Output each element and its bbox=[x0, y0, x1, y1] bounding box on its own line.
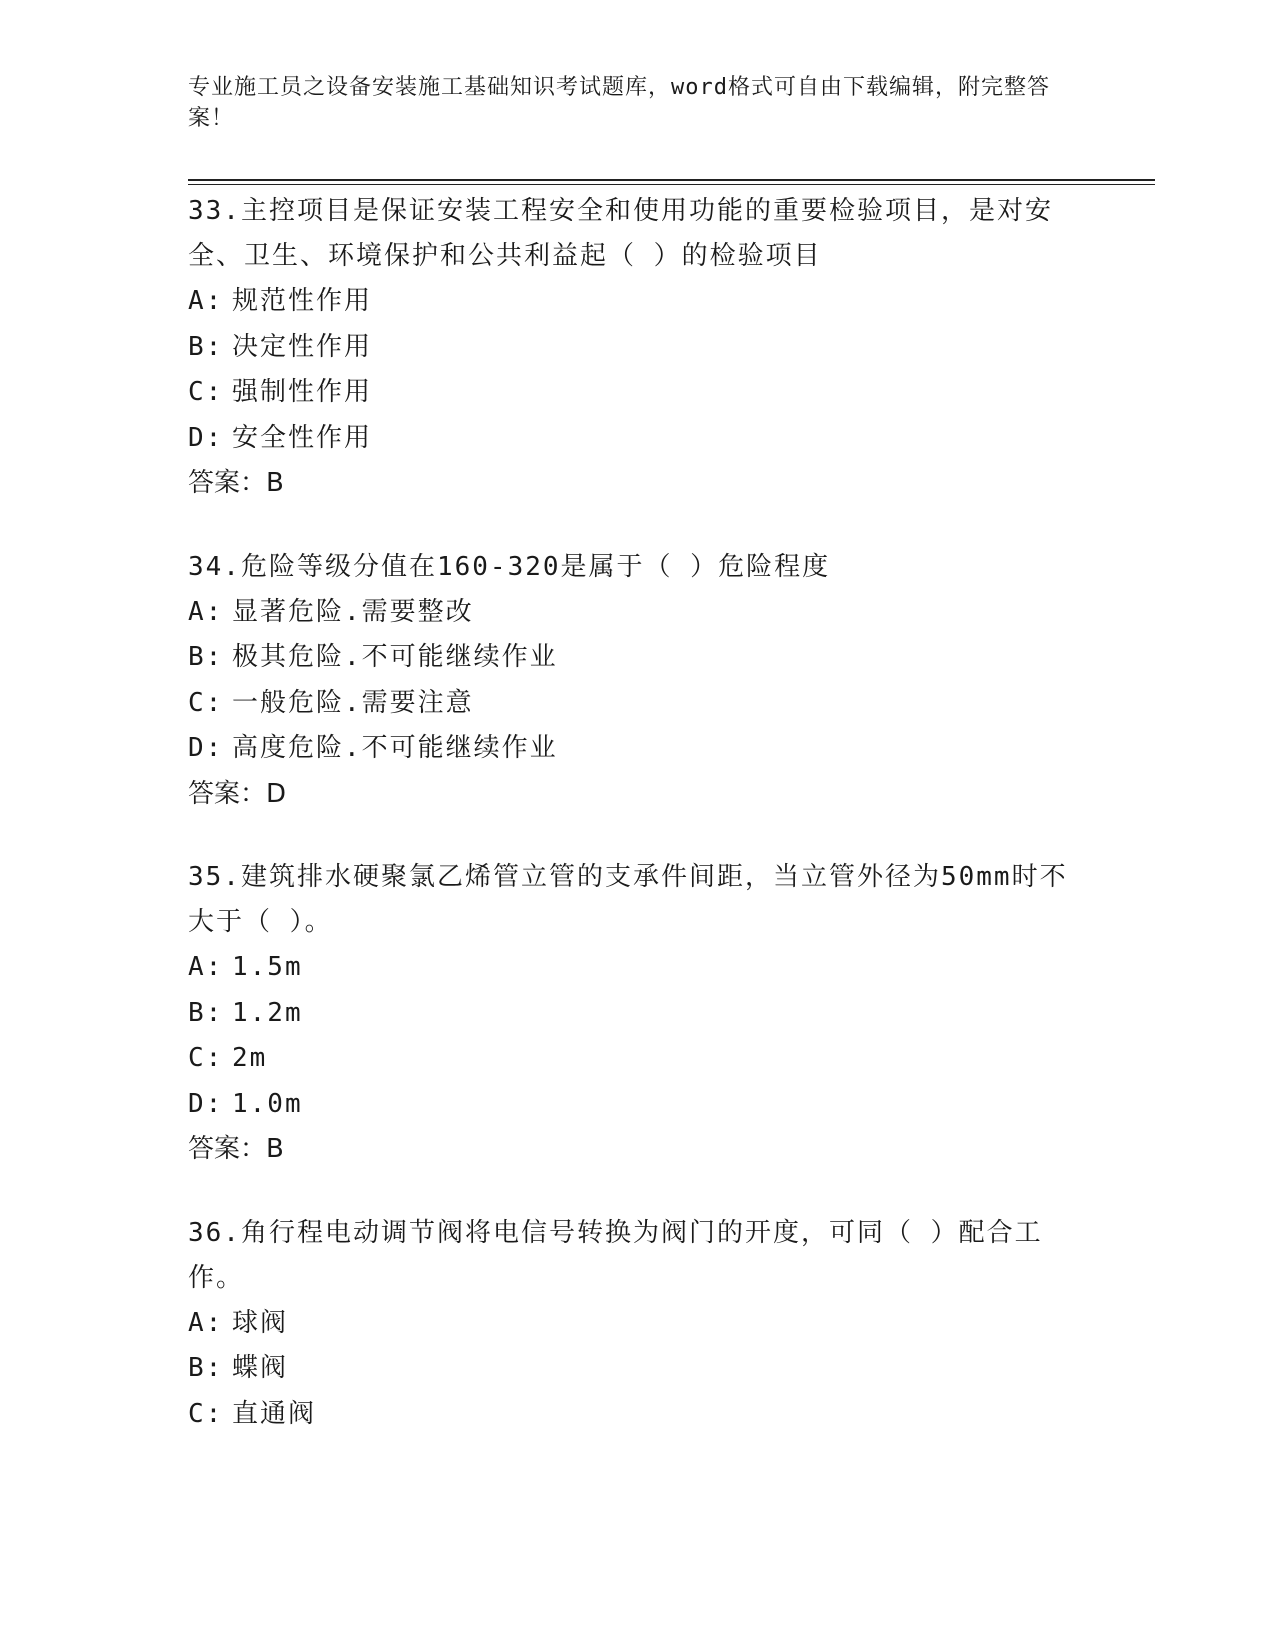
option-c bbox=[188, 1392, 1088, 1438]
option-a bbox=[188, 945, 1088, 991]
option-label: A: bbox=[188, 596, 224, 627]
option-text: 安全性作用 bbox=[232, 422, 373, 453]
question-36 bbox=[188, 1211, 1088, 1438]
question-text: 34.危险等级分值在160-320是属于（ ）危险程度 bbox=[188, 551, 831, 582]
option-b bbox=[188, 991, 1088, 1037]
option-text: 球阀 bbox=[232, 1307, 289, 1338]
option-label: A: bbox=[188, 286, 224, 316]
question-text: 35.建筑排水硬聚氯乙烯管立管的支承件间距，当立管外径为50mm时不大于（ ）。 bbox=[188, 862, 1068, 937]
question-text: 36.角行程电动调节阀将电信号转换为阀门的开度，可同（ ）配合工作。 bbox=[188, 1217, 1043, 1293]
option-label: C: bbox=[188, 1398, 224, 1429]
option-label: D: bbox=[188, 733, 224, 763]
option-label: C: bbox=[188, 687, 224, 718]
option-label: A: bbox=[188, 952, 224, 982]
option-text: 强制性作用 bbox=[232, 377, 373, 407]
option-b bbox=[188, 325, 1088, 371]
answer: 答案：B bbox=[188, 468, 284, 498]
option-b bbox=[188, 1346, 1088, 1392]
option-label: B: bbox=[188, 997, 224, 1028]
option-c bbox=[188, 370, 1088, 416]
option-text: 蝶阀 bbox=[232, 1353, 289, 1383]
option-text: 决定性作用 bbox=[232, 331, 373, 362]
option-d bbox=[188, 726, 1088, 772]
option-label: D: bbox=[188, 422, 224, 453]
option-text: 规范性作用 bbox=[232, 286, 373, 316]
option-d bbox=[188, 1082, 1088, 1128]
option-c bbox=[188, 681, 1088, 727]
option-a bbox=[188, 1301, 1088, 1347]
answer: 答案：D bbox=[188, 778, 287, 809]
option-d bbox=[188, 416, 1088, 462]
option-label: C: bbox=[188, 377, 224, 407]
option-text: 1.5m bbox=[232, 952, 303, 982]
option-label: B: bbox=[188, 1353, 224, 1383]
answer: 答案：B bbox=[188, 1134, 284, 1164]
option-text: 1.0m bbox=[232, 1088, 303, 1119]
option-text: 高度危险.不可能继续作业 bbox=[232, 733, 558, 763]
option-label: A: bbox=[188, 1307, 224, 1338]
document-header: 专业施工员之设备安装施工基础知识考试题库，word格式可自由下载编辑，附完整答案！ bbox=[188, 75, 1050, 131]
option-label: D: bbox=[188, 1088, 224, 1119]
option-a bbox=[188, 590, 1088, 636]
header-rule-thin bbox=[188, 184, 1155, 185]
header-rule-thick bbox=[188, 179, 1155, 181]
option-text: 显著危险.需要整改 bbox=[232, 596, 474, 627]
question-33 bbox=[188, 189, 1088, 507]
question-text: 33.主控项目是保证安装工程安全和使用功能的重要检验项目，是对安全、卫生、环境保护和公共利益起（ ）的检验项目 bbox=[188, 196, 1053, 271]
option-text: 极其危险.不可能继续作业 bbox=[232, 642, 558, 672]
option-text: 直通阀 bbox=[232, 1398, 317, 1429]
option-label: C: bbox=[188, 1043, 224, 1073]
question-34 bbox=[188, 545, 1088, 818]
option-b bbox=[188, 635, 1088, 681]
option-c bbox=[188, 1036, 1088, 1082]
option-text: 一般危险.需要注意 bbox=[232, 687, 474, 718]
option-text: 1.2m bbox=[232, 997, 303, 1028]
option-a bbox=[188, 279, 1088, 325]
option-text: 2m bbox=[232, 1043, 268, 1073]
question-list bbox=[188, 189, 1088, 1475]
question-35 bbox=[188, 855, 1088, 1173]
option-label: B: bbox=[188, 642, 224, 672]
option-label: B: bbox=[188, 331, 224, 362]
